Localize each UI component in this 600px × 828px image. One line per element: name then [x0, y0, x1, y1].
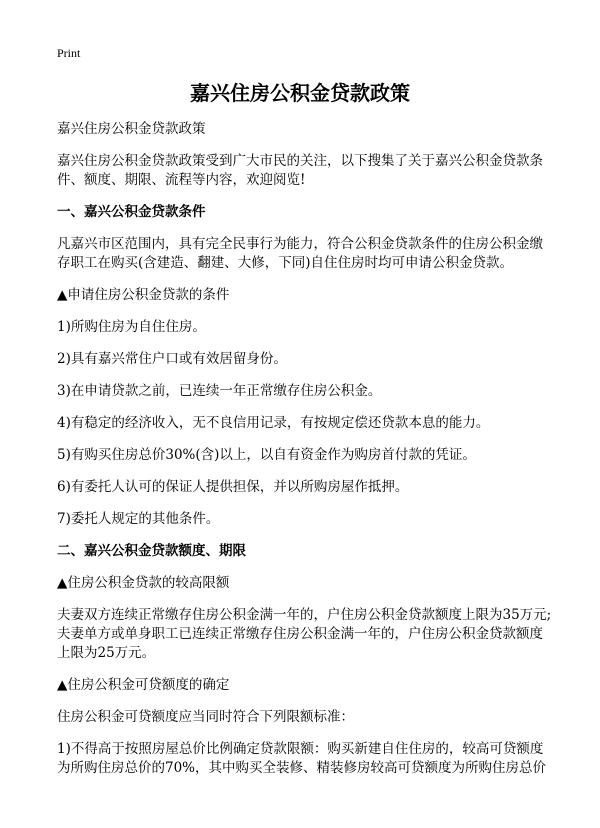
condition-item-6: 6)有委托人认可的保证人提供担保，并以所购房屋作抵押。	[57, 479, 409, 495]
subheading-loan-conditions: ▲申请住房公积金贷款的条件	[57, 287, 230, 303]
amount-standard-paragraph: 住房公积金可贷额度应当同时符合下列限额标准：	[57, 709, 354, 725]
condition-item-1: 1)所购住房为自住住房。	[57, 319, 206, 335]
condition-item-2: 2)具有嘉兴常住户口或有效居留身份。	[57, 351, 287, 367]
section-heading-amount-term: 二、嘉兴公积金贷款额度、期限	[57, 543, 246, 559]
subheading-amount-determination: ▲住房公积金可贷额度的确定	[57, 677, 230, 693]
conditions-paragraph: 凡嘉兴市区范围内，具有完全民事行为能力，符合公积金贷款条件的住房公积金缴存职工在购买(含建造、翻建、大修，下同)自住住房时均可申请公积金贷款。	[57, 236, 543, 271]
section-heading-conditions: 一、嘉兴公积金贷款条件	[57, 204, 206, 220]
subheading-max-limit: ▲住房公积金贷款的较高限额	[57, 575, 230, 591]
intro-paragraph: 嘉兴住房公积金贷款政策受到广大市民的关注，以下搜集了关于嘉兴公积金贷款条件、额度、期限、流程等内容，欢迎阅览!	[57, 153, 543, 188]
intro-heading: 嘉兴住房公积金贷款政策	[57, 121, 206, 137]
condition-item-5: 5)有购买住房总价30%(含)以上，以自有资金作为购房首付款的凭证。	[57, 447, 476, 463]
condition-item-4: 4)有稳定的经济收入，无不良信用记录，有按规定偿还贷款本息的能力。	[57, 415, 490, 431]
condition-item-7: 7)委托人规定的其他条件。	[57, 511, 220, 527]
amount-rule-item-1: 1)不得高于按照房屋总价比例确定贷款限额：购买新建自住住房的，较高可贷额度为所购住房总价的70%，其中购买全装修、精装修房较高可贷额度为所购住房总价	[57, 741, 547, 776]
max-limit-paragraph: 夫妻双方连续正常缴存住房公积金满一年的，户住房公积金贷款额度上限为35万元;夫妻单方或单身职工已连续正常缴存住房公积金满一年的，户住房公积金贷款额度上限为25万元。	[57, 607, 552, 661]
condition-item-3: 3)在申请贷款之前，已连续一年正常缴存住房公积金。	[57, 383, 382, 399]
document-body	[57, 120, 552, 778]
print-label: Print	[57, 46, 81, 60]
document-title: 嘉兴住房公积金贷款政策	[190, 81, 410, 105]
